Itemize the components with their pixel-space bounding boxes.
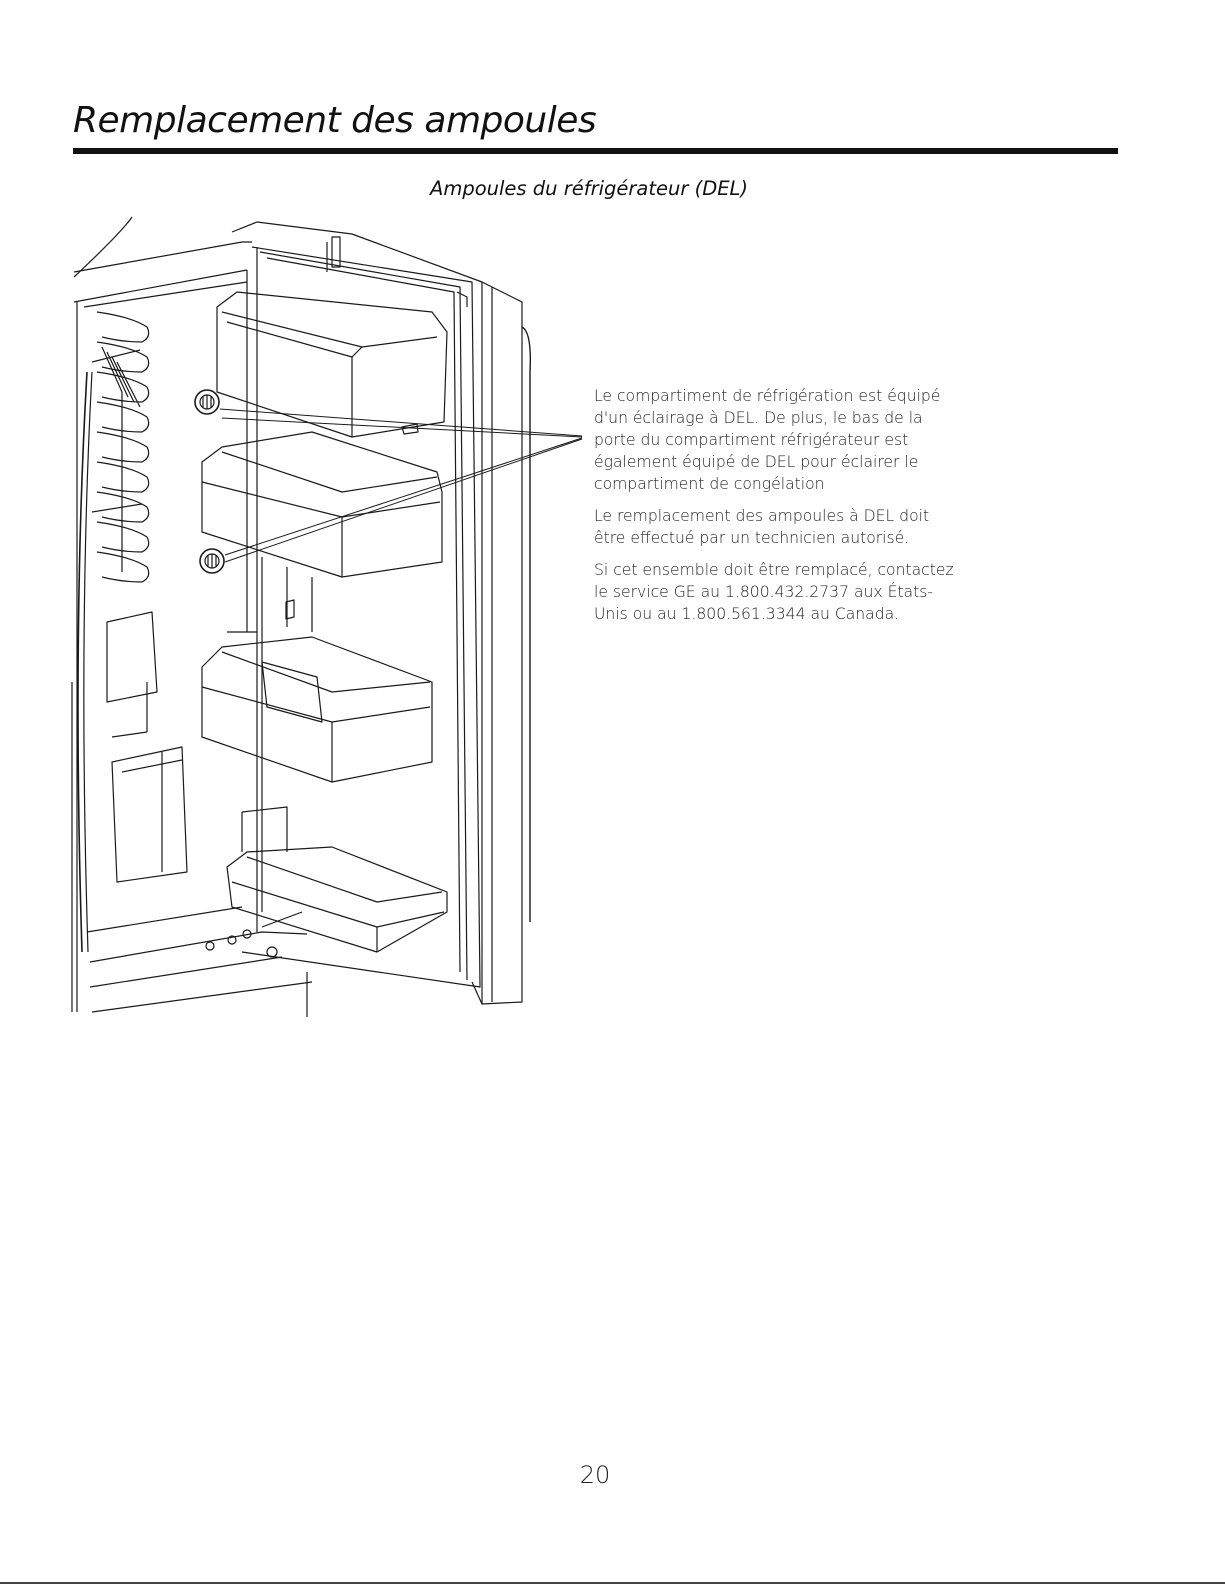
- led-light-upper-icon: [195, 390, 219, 414]
- cabinet-drawers: [107, 612, 187, 882]
- paragraph-led-description: Le compartiment de réfrigération est équipé d'un éclairage à DEL. De plus, le bas de la porte du compartiment réfrigérateur est également équipé de DEL pour éclairer le compartiment de congélation: [594, 387, 941, 493]
- top-door-compartment: [217, 292, 447, 437]
- bottom-divider: [0, 1582, 1225, 1584]
- callout-leader-lines: [220, 409, 582, 562]
- hinge-screws: [206, 912, 302, 950]
- section-heading: Ampoules du réfrigérateur (DEL): [430, 177, 748, 200]
- middle-door-bin: [202, 600, 432, 782]
- lower-door-bin: [227, 807, 447, 952]
- paragraph-technician-note: Le remplacement des ampoules à DEL doit être effectué par un technicien autorisé.: [594, 507, 930, 547]
- refrigerator-door-diagram: [62, 212, 592, 1022]
- title-divider: [73, 148, 1118, 154]
- wall-ribs: [92, 312, 149, 582]
- door-frame: [232, 222, 530, 1004]
- led-light-door-bottom-icon: [267, 947, 277, 957]
- cabinet-outline: [72, 217, 312, 1017]
- paragraph-service-contact: Si cet ensemble doit être remplacé, contactez le service GE au 1.800.432.2737 aux États-Unis ou au 1.800.561.3344 au Canada.: [594, 561, 954, 623]
- page-number: 20: [579, 1461, 611, 1489]
- led-info-text: [594, 385, 954, 635]
- led-light-lower-icon: [200, 549, 224, 573]
- page-title: Remplacement des ampoules: [73, 100, 597, 141]
